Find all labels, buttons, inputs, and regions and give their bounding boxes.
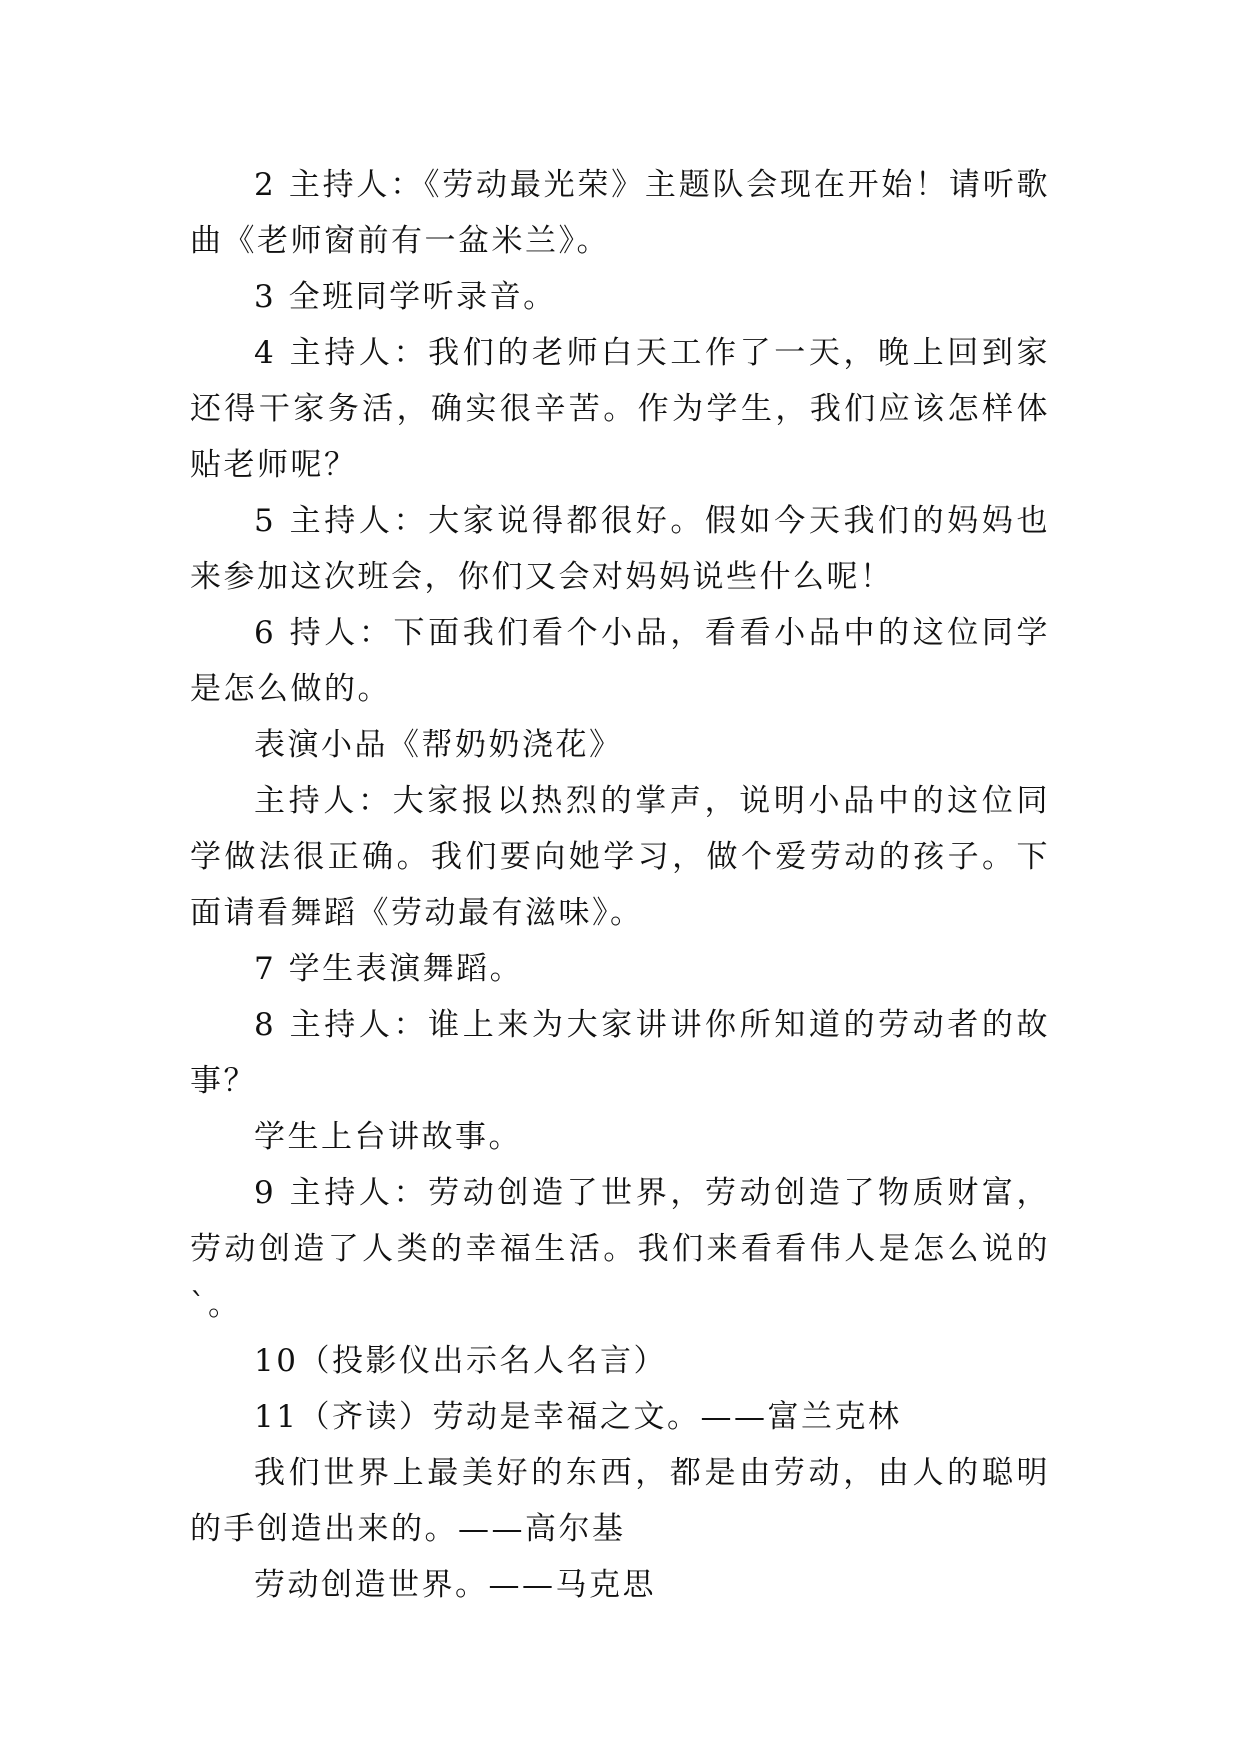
paragraph-skit-comment: 主持人：大家报以热烈的掌声，说明小品中的这位同学做法很正确。我们要向她学习，做个爱劳动的孩子。下面请看舞蹈《劳动最有滋味》。 <box>190 783 1050 931</box>
paragraph-quote-gorky: 我们世界上最美好的东西，都是由劳动，由人的聪明的手创造出来的。——高尔基 <box>190 1455 1050 1547</box>
paragraph-host-opening: 2 主持人：《劳动最光荣》主题队会现在开始！请听歌曲《老师窗前有一盆米兰》。 <box>190 167 1050 259</box>
paragraph-students-tell-stories: 学生上台讲故事。 <box>254 1119 522 1155</box>
paragraph-mother-question: 5 主持人：大家说得都很好。假如今天我们的妈妈也来参加这次班会，你们又会对妈妈说些什么呢！ <box>190 503 1050 595</box>
paragraph-quote-franklin: 11（齐读）劳动是幸福之文。——富兰克林 <box>254 1399 902 1435</box>
paragraph-worker-stories: 8 主持人：谁上来为大家讲讲你所知道的劳动者的故事？ <box>190 1007 1050 1099</box>
paragraph-quote-marx: 劳动创造世界。——马克思 <box>254 1567 656 1603</box>
paragraph-listen-recording: 3 全班同学听录音。 <box>254 279 557 315</box>
paragraph-labor-creates-world: 9 主持人：劳动创造了世界，劳动创造了物质财富，劳动创造了人类的幸福生活。我们来看看伟人是怎么说的`。 <box>190 1175 1050 1323</box>
paragraph-teacher-care: 4 主持人：我们的老师白天工作了一天，晚上回到家还得干家务活，确实很辛苦。作为学生，我们应该怎样体贴老师呢？ <box>190 335 1050 483</box>
paragraph-skit-title: 表演小品《帮奶奶浇花》 <box>254 727 623 763</box>
paragraph-dance: 7 学生表演舞蹈。 <box>254 951 524 987</box>
paragraph-skit-intro: 6 持人：下面我们看个小品，看看小品中的这位同学是怎么做的。 <box>190 615 1050 707</box>
document-body <box>190 157 1050 1613</box>
paragraph-projector-quotes: 10（投影仪出示名人名言） <box>254 1343 667 1379</box>
